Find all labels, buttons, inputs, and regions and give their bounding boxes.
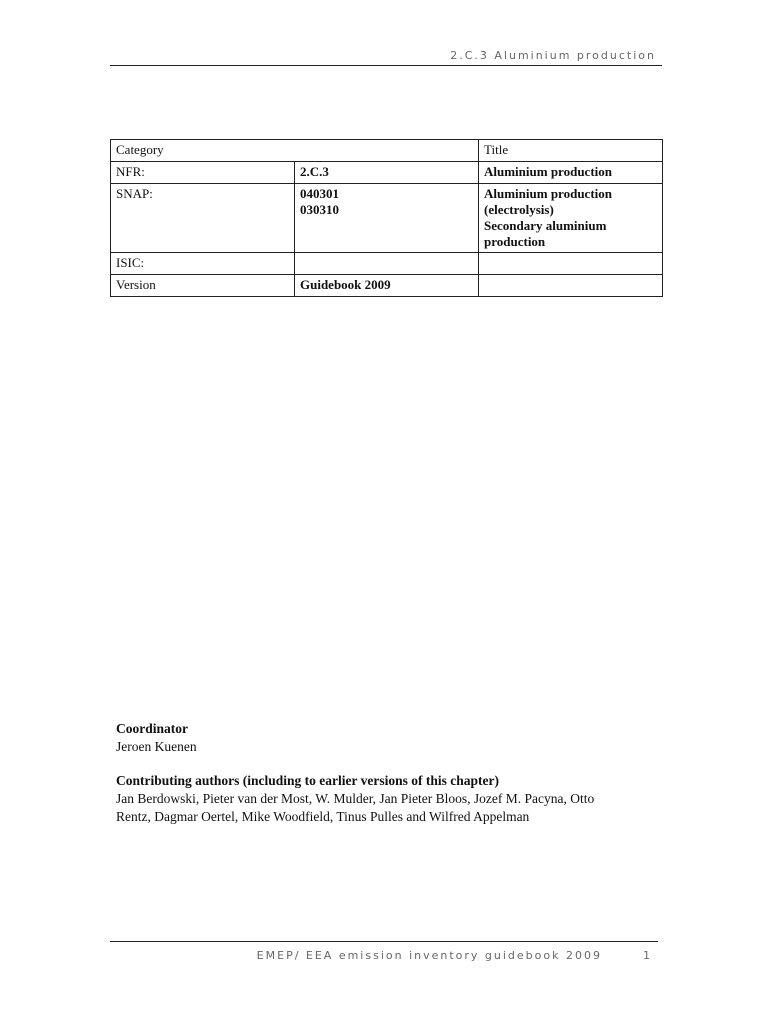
page-number: 1 (643, 949, 650, 962)
nfr-code: 2.C.3 (295, 162, 479, 184)
spacer (116, 756, 656, 772)
authors-label: Contributing authors (including to earlier versions of this chapter) (116, 773, 500, 788)
coordinator-name: Jeroen Kuenen (116, 739, 197, 754)
authors-line-2: Rentz, Dagmar Oertel, Mike Woodfield, Tinus Pulles and Wilfred Appelman (116, 809, 530, 824)
nfr-label: NFR: (111, 162, 295, 184)
header-title: Title (479, 140, 663, 162)
coordinator-label: Coordinator (116, 721, 188, 736)
credits-block (116, 720, 656, 826)
page-header (110, 49, 662, 66)
classification-table (110, 139, 663, 297)
version-label: Version (111, 275, 295, 297)
snap-codes (295, 184, 479, 253)
version-title (479, 275, 663, 297)
running-title: 2.C.3 Aluminium production (450, 49, 656, 62)
version-code: Guidebook 2009 (295, 275, 479, 297)
snap-code-1: 040301 (300, 186, 339, 201)
snap-titles (479, 184, 663, 253)
isic-label: ISIC: (111, 253, 295, 275)
table-row-isic (111, 253, 663, 275)
snap-title-1: Aluminium production (electrolysis) (484, 186, 612, 217)
table-row-snap (111, 184, 663, 253)
footer-text: EMEP/ EEA emission inventory guidebook 2009 (256, 949, 602, 962)
table-row-nfr (111, 162, 663, 184)
table-row-version (111, 275, 663, 297)
snap-code-2: 030310 (300, 202, 339, 217)
isic-title (479, 253, 663, 275)
snap-title-2: Secondary aluminium production (484, 218, 607, 249)
nfr-title: Aluminium production (479, 162, 663, 184)
snap-label: SNAP: (111, 184, 295, 253)
page-footer (110, 941, 658, 962)
isic-code (295, 253, 479, 275)
table-header-row (111, 140, 663, 162)
authors-line-1: Jan Berdowski, Pieter van der Most, W. Mulder, Jan Pieter Bloos, Jozef M. Pacyna, Otto (116, 791, 595, 806)
header-category: Category (111, 140, 479, 162)
